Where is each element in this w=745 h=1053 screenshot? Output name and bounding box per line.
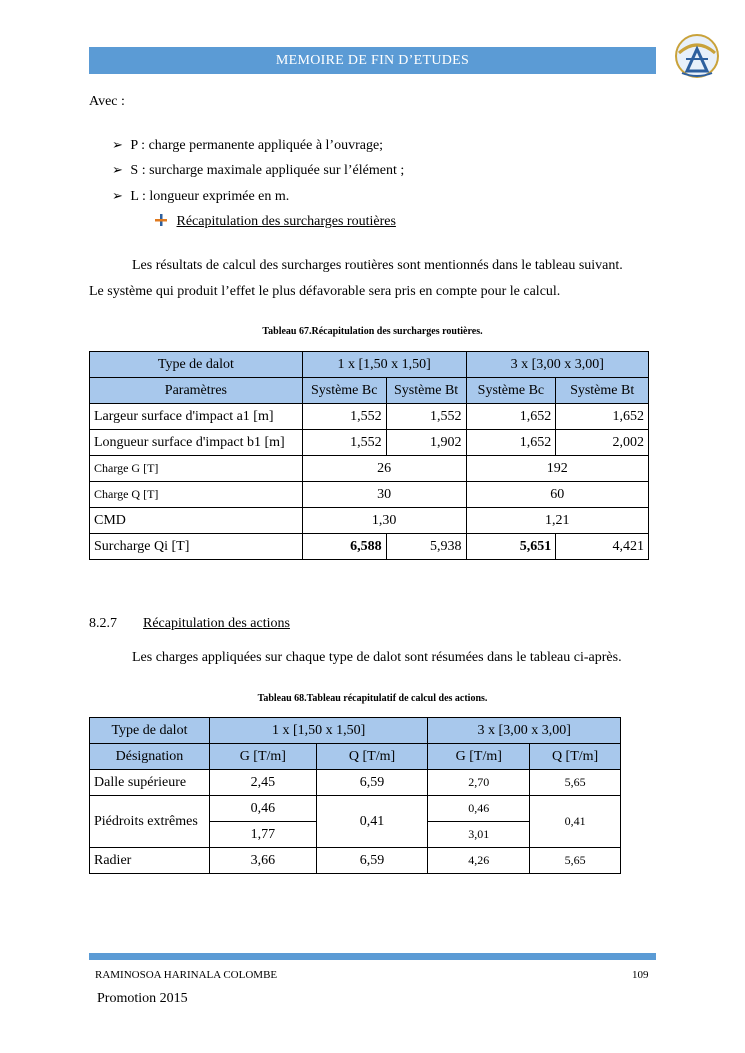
school-logo (674, 33, 720, 79)
table-row (90, 534, 649, 560)
cell: 4,421 (556, 534, 649, 560)
header-cell: Paramètres (90, 378, 303, 404)
cell: 5,938 (386, 534, 466, 560)
table-row (90, 508, 649, 534)
cell: 5,651 (466, 534, 556, 560)
paragraph-line: Le système qui produit l’effet le plus défavorable sera pris en compte pour le calcul. (89, 284, 561, 299)
table-row (90, 482, 649, 508)
table-row (90, 848, 621, 874)
cell: 0,41 (316, 796, 428, 848)
table-row (90, 352, 649, 378)
page-header (89, 47, 656, 74)
row-label: Charge Q [T] (90, 482, 303, 508)
cell: 1,30 (302, 508, 466, 534)
recap-heading: Récapitulation des surcharges routières (155, 213, 396, 231)
row-label: Dalle supérieure (90, 770, 210, 796)
section-number: 8.2.7 (89, 616, 117, 631)
cell: 0,46 (209, 796, 316, 822)
cell: 6,59 (316, 770, 428, 796)
header-cell: Q [T/m] (316, 744, 428, 770)
arrow-bullet-icon: ➢ (112, 188, 123, 203)
section-title: Récapitulation des actions (143, 616, 290, 631)
cell: 1,77 (209, 822, 316, 848)
footer-promotion: Promotion 2015 (97, 991, 188, 1006)
cell: 60 (466, 482, 648, 508)
header-cell: Système Bc (466, 378, 556, 404)
row-label: Radier (90, 848, 210, 874)
table68 (89, 717, 621, 874)
cell: 1,552 (386, 404, 466, 430)
header-cell: Type de dalot (90, 718, 210, 744)
cell: 192 (466, 456, 648, 482)
cell: 3,66 (209, 848, 316, 874)
table-row (90, 770, 621, 796)
paragraph-line: Les charges appliquées sur chaque type de dalot sont résumées dans le tableau ci-après. (132, 650, 622, 665)
table67 (89, 351, 649, 560)
arrow-bullet-icon: ➢ (112, 137, 123, 152)
header-title: MEMOIRE DE FIN D’ETUDES (275, 53, 470, 68)
row-label: Charge G [T] (90, 456, 303, 482)
footer-author: RAMINOSOA HARINALA COLOMBE (95, 969, 278, 981)
header-cell: Désignation (90, 744, 210, 770)
table-row (90, 456, 649, 482)
cell: 3,01 (428, 822, 530, 848)
cell: 4,26 (428, 848, 530, 874)
list-item: ➢ P : charge permanente appliquée à l’ouvrage; (112, 137, 384, 153)
cell: 1,652 (466, 404, 556, 430)
page-number: 109 (632, 969, 649, 981)
table-row (90, 404, 649, 430)
cell: 30 (302, 482, 466, 508)
cell: 1,902 (386, 430, 466, 456)
cell: 6,59 (316, 848, 428, 874)
header-cell: 3 x [3,00 x 3,00] (466, 352, 648, 378)
table-row (90, 378, 649, 404)
cell: 1,652 (556, 404, 649, 430)
paragraph-line: Les résultats de calcul des surcharges routières sont mentionnés dans le tableau suivant. (132, 258, 623, 273)
header-cell: Q [T/m] (530, 744, 621, 770)
table68-caption: Tableau 68.Tableau récapitulatif de calcul des actions. (257, 693, 488, 704)
cell: 0,46 (428, 796, 530, 822)
table-row (90, 718, 621, 744)
footer-bar (89, 953, 656, 960)
cell: 1,652 (466, 430, 556, 456)
row-label: Surcharge Qi [T] (90, 534, 303, 560)
list-item: ➢ S : surcharge maximale appliquée sur l’élément ; (112, 162, 405, 178)
row-label: Largeur surface d'impact a1 [m] (90, 404, 303, 430)
avec-label: Avec : (89, 94, 125, 109)
cell: 6,588 (302, 534, 386, 560)
header-cell: Système Bt (556, 378, 649, 404)
cell: 2,45 (209, 770, 316, 796)
list-item: ➢ L : longueur exprimée en m. (112, 188, 290, 204)
cell: 1,21 (466, 508, 648, 534)
header-cell: G [T/m] (209, 744, 316, 770)
cell: 1,552 (302, 430, 386, 456)
cross-bullet-icon (155, 214, 167, 226)
cell: 1,552 (302, 404, 386, 430)
header-cell: Système Bc (302, 378, 386, 404)
header-cell: Type de dalot (90, 352, 303, 378)
header-cell: Système Bt (386, 378, 466, 404)
table-row (90, 430, 649, 456)
cell: 2,70 (428, 770, 530, 796)
cell: 5,65 (530, 770, 621, 796)
row-label: Piédroits extrêmes (90, 796, 210, 848)
row-label: CMD (90, 508, 303, 534)
arrow-bullet-icon: ➢ (112, 162, 123, 177)
table67-caption: Tableau 67.Récapitulation des surcharges routières. (262, 326, 483, 337)
header-cell: 1 x [1,50 x 1,50] (209, 718, 427, 744)
header-cell: 1 x [1,50 x 1,50] (302, 352, 466, 378)
cell: 0,41 (530, 796, 621, 848)
header-cell: G [T/m] (428, 744, 530, 770)
table-row (90, 796, 621, 822)
cell: 5,65 (530, 848, 621, 874)
row-label: Longueur surface d'impact b1 [m] (90, 430, 303, 456)
cell: 2,002 (556, 430, 649, 456)
header-cell: 3 x [3,00 x 3,00] (428, 718, 621, 744)
table-row (90, 744, 621, 770)
cell: 26 (302, 456, 466, 482)
